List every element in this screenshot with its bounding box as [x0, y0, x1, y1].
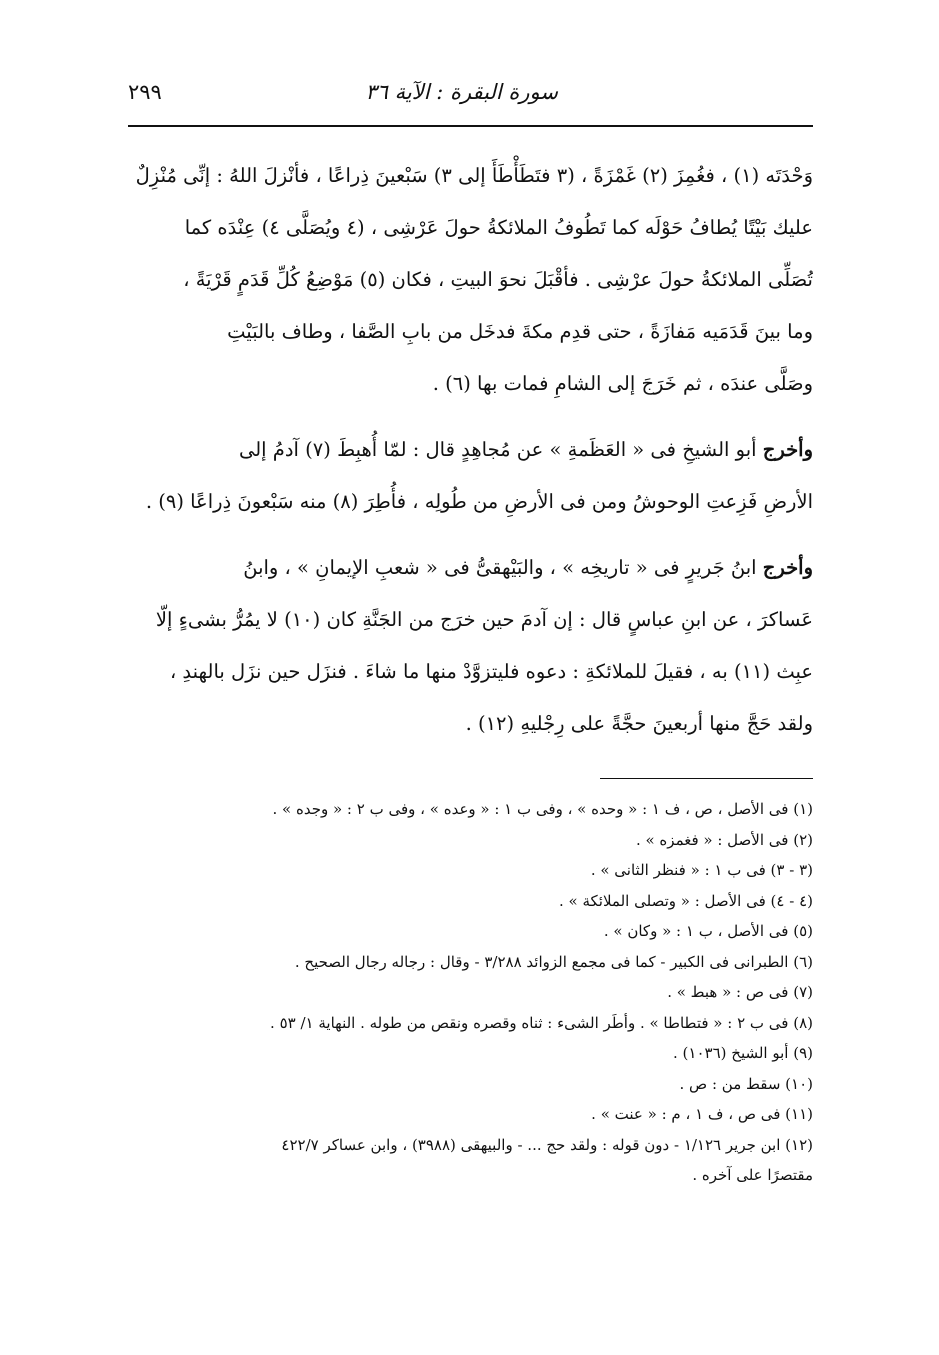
text-line: الأرضِ فَزِعتِ الوحوشُ ومن فى الأرضِ من طُولِه ، فأُطِرَ (٨) منه سَبْعونَ ذِراعًا (٩) .	[145, 490, 813, 513]
paragraph-3	[128, 542, 813, 750]
text-line: عليك بَيْتًا يُطافُ حَوْلَه كما تَطُوفُ الملائكةُ حولَ عَرْشِى ، (٤ ويُصَلَّى ٤) عِنْدَه كما	[184, 216, 813, 239]
main-text	[128, 150, 813, 750]
text-line: وصَلَّى عندَه ، ثم خَرَجَ إلى الشامِ فمات بها (٦) .	[432, 372, 813, 395]
text-line-rest: ابنُ جَريرٍ فى « تاريخِه » ، والبَيْهقىُّ فى « شعبِ الإيمانِ » ، وابنُ	[243, 556, 763, 579]
footnote: (٥) فى الأصل ، ب ١ : « وكان » .	[603, 922, 813, 940]
footnote: (١٠) سقط من : ص .	[679, 1074, 813, 1093]
text-line: ولقد حَجَّ منها أربعينَ حجَّةً على رِجْليهِ (١٢) .	[465, 712, 813, 735]
footnote: (١٢) ابن جرير ١/١٢٦ - دون قوله : ولقد حج ... - والبيهقى (٣٩٨٨) ، وابن عساكر ٤٢٢/٧	[281, 1135, 813, 1154]
paragraph-gap	[128, 528, 813, 542]
text-line	[128, 542, 813, 594]
text-line: تُصَلِّى الملائكةُ حولَ عرْشِى . فأقْبَلَ نحوَ البيتِ ، فكان (٥) مَوْضِعُ كُلِّ قَدَمٍ قَرْيَةً ،	[183, 268, 813, 291]
footnote-continuation: مقتصرًا على آخره .	[692, 1166, 813, 1184]
footnotes	[128, 794, 813, 1191]
text-line: عَساكرَ ، عن ابنِ عباسٍ قال : إن آدمَ حين خرَج من الجَنَّةِ كان (١٠) لا يمُرُّ بشىءٍ إلّا	[155, 608, 813, 631]
footnote: (١١) فى ص ، ف ١ ، م : « عنت » .	[591, 1105, 813, 1123]
footnote: (٨) فى ب ٢ : « فتطاطا » . وأطَر الشىء : ثناه وقصره ونقص من طوله . النهاية ١/ ٥٣ .	[270, 1013, 813, 1032]
footnote: (٤ - ٤) فى الأصل : « وتصلى الملائكة » .	[558, 891, 813, 910]
page-header	[128, 80, 813, 120]
footnote: (١) فى الأصل ، ص ، ف ١ : « وحده » ، وفى ب ١ : « وعده » ، وفى ب ٢ : « وجده » .	[272, 800, 813, 818]
paragraph-1	[128, 150, 813, 410]
paragraph-lead-word: وأخرج	[762, 556, 813, 579]
paragraph-gap	[128, 410, 813, 424]
text-line-rest: أبو الشيخِ فى « العَظَمةِ » عن مُجاهِدٍ قال : لمّا أُهبِطَ (٧) آدمُ إلى	[238, 438, 763, 461]
page-number: ٢٩٩	[128, 80, 162, 104]
footnote: (٣ - ٣) فى ب ١ : « فنظر الثانى » .	[590, 861, 813, 879]
footnote: (٦) الطبرانى فى الكبير - كما فى مجمع الزوائد ٣/٢٨٨ - وقال : رجاله رجال الصحيح .	[294, 952, 813, 971]
text-line: وَحْدَتَه (١) ، فغُمِزَ (٢) غَمْزَةً ، (٣ فتَطَأْطَأَ إلى ٣) سَبْعينَ ذِراعًا ، فأنْزلَ اللهُ : إنِّى مُنْزِلٌ	[135, 164, 813, 187]
running-title: سورة البقرة : الآية ٣٦	[365, 80, 558, 104]
footnote-separator	[600, 778, 813, 779]
paragraph-lead-word: وأخرج	[762, 438, 813, 461]
text-line: عبِث (١١) به ، فقيلَ للملائكةِ : دعوه فليتزوَّدْ منها ما شاءَ . فنزَل حين نزَل بالهندِ ،	[169, 660, 813, 683]
footnote: (٩) أبو الشيخ (١٠٣٦) .	[673, 1044, 813, 1062]
header-rule	[128, 125, 813, 127]
footnote: (٢) فى الأصل : « فغمزه » .	[635, 830, 813, 849]
text-line: وما بينَ قَدَمَيه مَفازَةً ، حتى قدِم مكةَ فدخَل من بابِ الصَّفا ، وطاف بالبَيْتِ	[227, 320, 813, 343]
paragraph-2	[128, 424, 813, 528]
footnote: (٧) فى ص : « هبط » .	[667, 983, 813, 1001]
text-line	[128, 424, 813, 476]
